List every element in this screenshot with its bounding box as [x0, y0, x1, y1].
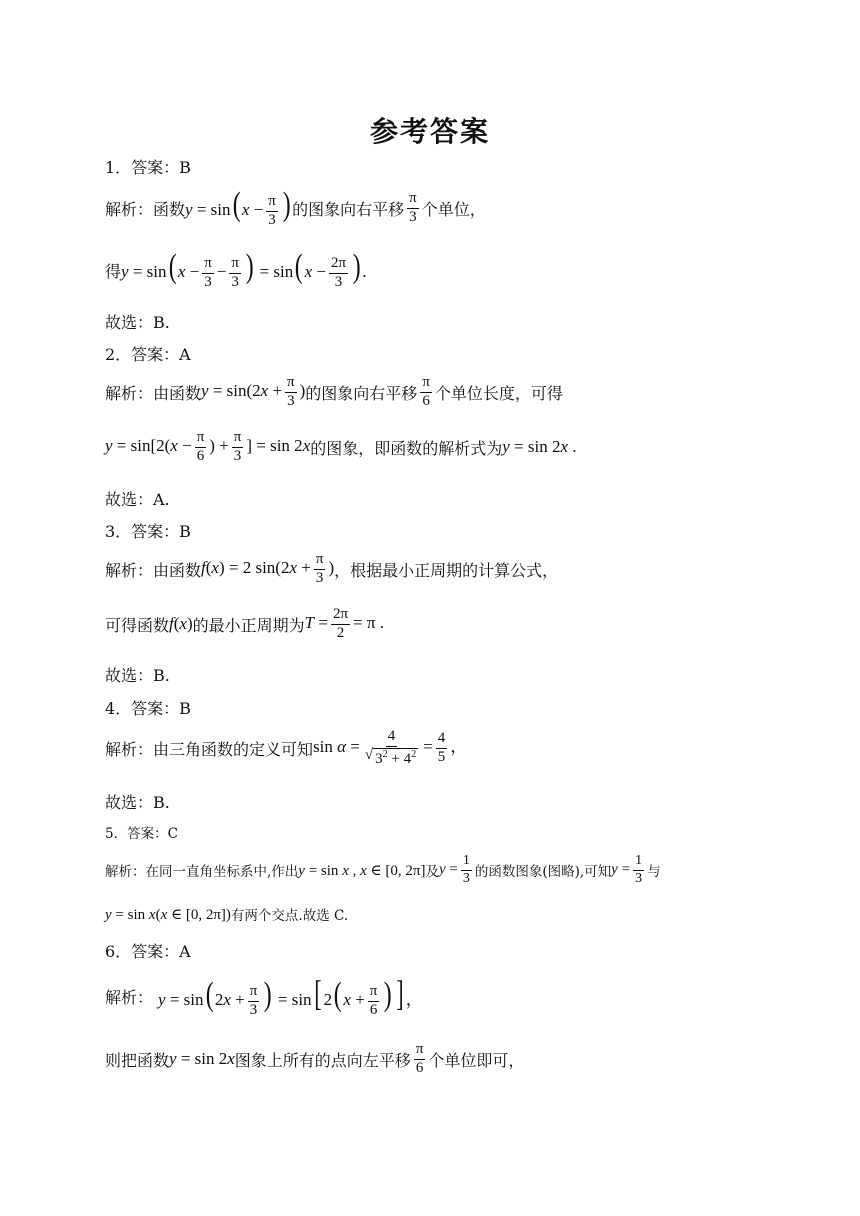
q2-answer: 2．答案：A: [105, 345, 191, 364]
q4-explanation-line1: 解析：由三角函数的定义可知 sin α = 4 √ $3^2 + 4^2$ = $\frac{4}{5}$ ，: [105, 728, 468, 767]
q6-explanation-line1: 解析： y = sin(2x + $\frac{\pi}{3}$ ) = sin[ 2(x + $\frac{\pi}{6}$ ) ] ，: [105, 973, 423, 1018]
q6-explanation-line2: 则把函数 y = sin 2x 图象上所有的点向左平移 $\frac{\pi}{6}$ 个单位即可，: [105, 1041, 525, 1076]
q2-explanation-line2: y = sin[2(x − $\frac{\pi}{6}$ ) + $\frac{\pi}{3}$ ] = sin 2x 的图象，即函数的解析式为 y = sin 2x .: [105, 429, 577, 464]
q1-formula-1: y = sin(x − $\frac{\pi}{3}$ ): [185, 186, 291, 228]
q5-formula-2: y = sin x(x ∈ [0, 2π]): [105, 906, 231, 923]
q5-explanation-line1: 解析：在同一直角坐标系中,作出 y = sin x , x ∈ [0, 2π] 及 y = $\frac{1}{3}$ 的函数图象(图略),可知 y = $\frac{1}{3}$ 与: [105, 853, 661, 886]
q1-explanation-line1: 解析：函数 y = sin(x − $\frac{\pi}{3}$ ) 的图象向右平移 $\frac{\pi}{3}$ 个单位，: [105, 186, 486, 228]
q5-explanation-line2: y = sin x(x ∈ [0, 2π]) 有两个交点.故选 C.: [105, 906, 349, 924]
q2-explanation-line1: 解析：由函数 y = sin(2x + $\frac{\pi}{3}$ ) 的图象向右平移 $\frac{\pi}{6}$ 个单位长度，可得: [105, 374, 563, 409]
q6-answer: 6．答案：A: [105, 942, 191, 961]
q2-choice: 故选：A.: [105, 490, 170, 509]
q2-formula-1: y = sin(2x + $\frac{\pi}{3}$ ): [201, 374, 306, 409]
q1-explanation-line2: 得 y = sin(x − $\frac{\pi}{3}$ − $\frac{\pi}{3}$ ) = sin(x − $\frac{2\pi}{3}$ ).: [105, 248, 367, 290]
q3-answer: 3．答案：B: [105, 522, 191, 541]
q4-choice: 故选：B.: [105, 793, 170, 812]
q6-formula-1: y = sin(2x + $\frac{\pi}{3}$ ) = sin[ 2(x + $\frac{\pi}{6}$ ) ] ，: [158, 973, 423, 1018]
q1-answer: 1．答案：B: [105, 158, 191, 177]
q1-formula-2: y = sin(x − $\frac{\pi}{3}$ − $\frac{\pi}{3}$ ) = sin(x − $\frac{2\pi}{3}$ ).: [121, 248, 367, 290]
page-title: 参考答案: [369, 115, 490, 148]
q3-formula-1: f(x) = 2 sin(2x + $\frac{\pi}{3}$ ): [201, 551, 335, 586]
q1-choice: 故选：B.: [105, 313, 170, 332]
q3-choice: 故选：B.: [105, 666, 170, 685]
q4-formula: sin α = 4 √ $3^2 + 4^2$ = $\frac{4}{5}$ ，: [313, 728, 468, 767]
q3-formula-2: T = $\frac{2\pi}{2}$ = π .: [304, 606, 384, 641]
q3-explanation-line2: 可得函数 f(x) 的最小正周期为 T = $\frac{2\pi}{2}$ = π .: [105, 606, 384, 641]
q3-explanation-line1: 解析：由函数 f(x) = 2 sin(2x + $\frac{\pi}{3}$ ) ，根据最小正周期的计算公式，: [105, 551, 559, 586]
q5-formula-1: y = sin x , x ∈ [0, 2π]: [298, 862, 426, 879]
q4-answer: 4．答案：B: [105, 699, 191, 718]
q2-formula-2: y = sin[2(x − $\frac{\pi}{6}$ ) + $\frac{\pi}{3}$ ] = sin 2x: [105, 429, 311, 464]
q5-answer: 5．答案：C: [105, 826, 178, 842]
